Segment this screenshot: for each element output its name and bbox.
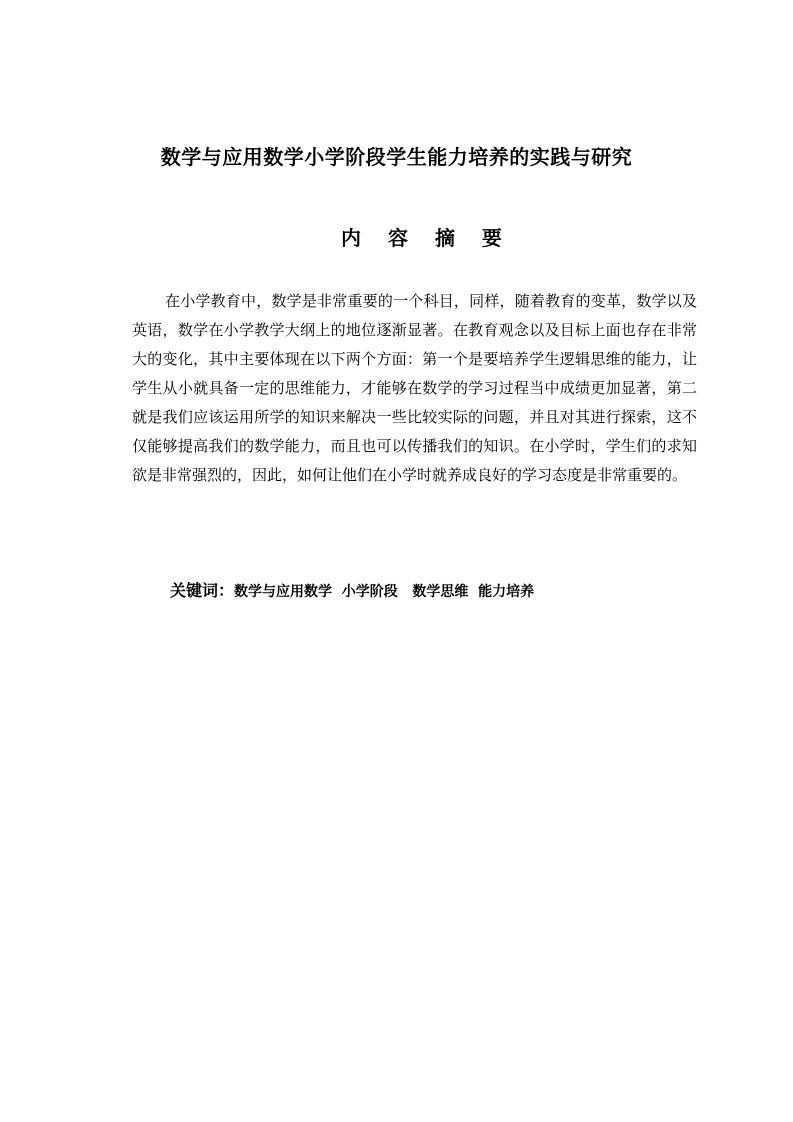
keywords-line <box>170 578 690 605</box>
keywords-values: 数学与应用数学 小学阶段 数学思维 能力培养 <box>234 584 535 600</box>
document-title: 数学与应用数学小学阶段学生能力培养的实践与研究 <box>160 145 633 169</box>
abstract-heading: 内 容 摘 要 <box>341 226 512 250</box>
abstract-body: 在小学教育中，数学是非常重要的一个科目，同样，随着教育的变革，数学以及英语，数学在小学教学大纲上的地位逐渐显著。在教育观念以及目标上面也存在非常大的变化，其中主要体现在以下两个方面：第一个是要培养学生逻辑思维的能力，让学生从小就具备一定的思维能力，才能够在数学的学习过程当中成绩更加显著，第二就是我们应该运用所学的知识来解决一些比较实际的问题，并且对其进行探索，这不仅能够提高我们的数学能力，而且也可以传播我们的知识。在小学时，学生们的求知欲是非常强烈的，因此，如何让他们在小学时就养成良好的学习态度是非常重要的。 <box>132 292 697 484</box>
keywords-label: 关键词： <box>170 581 235 600</box>
